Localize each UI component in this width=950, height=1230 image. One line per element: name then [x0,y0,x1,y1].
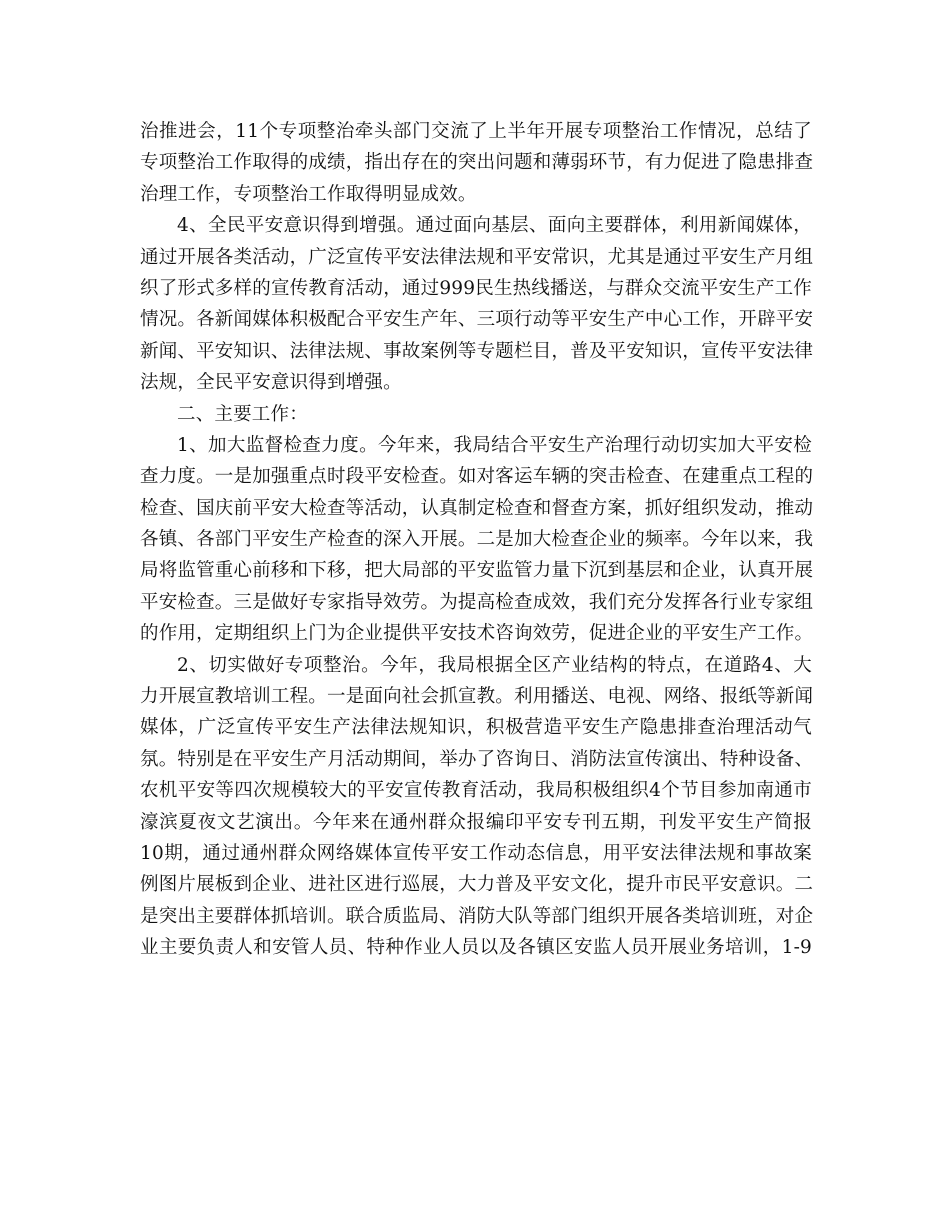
text-line: 濠滨夏夜文艺演出。今年来在通州群众报编印平安专刊五期，刊发平安生产简报 [140,811,812,833]
text-line: 1、加大监督检查力度。今年来，我局结合平安生产治理行动切实加大平安检 [177,434,812,456]
text-line: 2、切实做好专项整治。今年，我局根据全区产业结构的特点，在道路4、大 [177,654,812,676]
text-line: 二、主要工作： [177,403,308,425]
text-line: 业主要负责人和安管人员、特种作业人员以及各镇区安监人员开展业务培训，1-9 [140,937,812,959]
document-body [140,116,812,964]
text-line: 通过开展各类活动，广泛宣传平安法律法规和平安常识，尤其是通过平安生产月组 [140,246,814,268]
text-line: 检查、国庆前平安大检查等活动，认真制定检查和督查方案，抓好组织发动，推动 [140,497,814,519]
text-line: 新闻、平安知识、法律法规、事故案例等专题栏目，普及平安知识，宣传平安法律 [140,340,814,362]
text-line: 平安检查。三是做好专家指导效劳。为提高检查成效，我们充分发挥各行业专家组 [140,591,814,613]
text-line: 4、全民平安意识得到增强。通过面向基层、面向主要群体，利用新闻媒体， [177,215,812,237]
text-line: 专项整治工作取得的成绩，指出存在的突出问题和薄弱环节，有力促进了隐患排查 [140,152,814,174]
text-line: 是突出主要群体抓培训。联合质监局、消防大队等部门组织开展各类培训班，对企 [140,905,814,927]
text-line: 氛。特别是在平安生产月活动期间，举办了咨询日、消防法宣传演出、特种设备、 [140,748,814,770]
text-line: 治理工作，专项整治工作取得明显成效。 [140,183,477,205]
text-line: 农机平安等四次规模较大的平安宣传教育活动，我局积极组织4个节目参加南通市 [140,780,812,802]
text-line: 媒体，广泛宣传平安生产法律法规知识，积极营造平安生产隐患排查治理活动气 [140,717,812,739]
text-line: 织了形式多样的宣传教育活动，通过999民生热线播送，与群众交流平安生产工作 [140,277,812,299]
text-line: 法规，全民平安意识得到增强。 [140,372,402,394]
text-line: 治推进会，11个专项整治牵头部门交流了上半年开展专项整治工作情况，总结了 [140,121,812,142]
text-line: 力开展宣教培训工程。一是面向社会抓宣教。利用播送、电视、网络、报纸等新闻 [140,686,814,708]
text-line: 例图片展板到企业、进社区进行巡展，大力普及平安文化，提升市民平安意识。二 [140,874,814,896]
text-line: 情况。各新闻媒体积极配合平安生产年、三项行动等平安生产中心工作，开辟平安 [140,309,814,331]
text-line: 10期，通过通州群众网络媒体宣传平安工作动态信息，用平安法律法规和事故案 [140,842,812,864]
text-line: 的作用，定期组织上门为企业提供平安技术咨询效劳，促进企业的平安生产工作。 [140,623,814,645]
text-line: 各镇、各部门平安生产检查的深入开展。二是加大检查企业的频率。今年以来，我 [140,529,814,551]
text-line: 查力度。一是加强重点时段平安检查。如对客运车辆的突击检查、在建重点工程的 [140,466,814,488]
text-line: 局将监管重心前移和下移，把大局部的平安监管力量下沉到基层和企业，认真开展 [140,560,814,582]
